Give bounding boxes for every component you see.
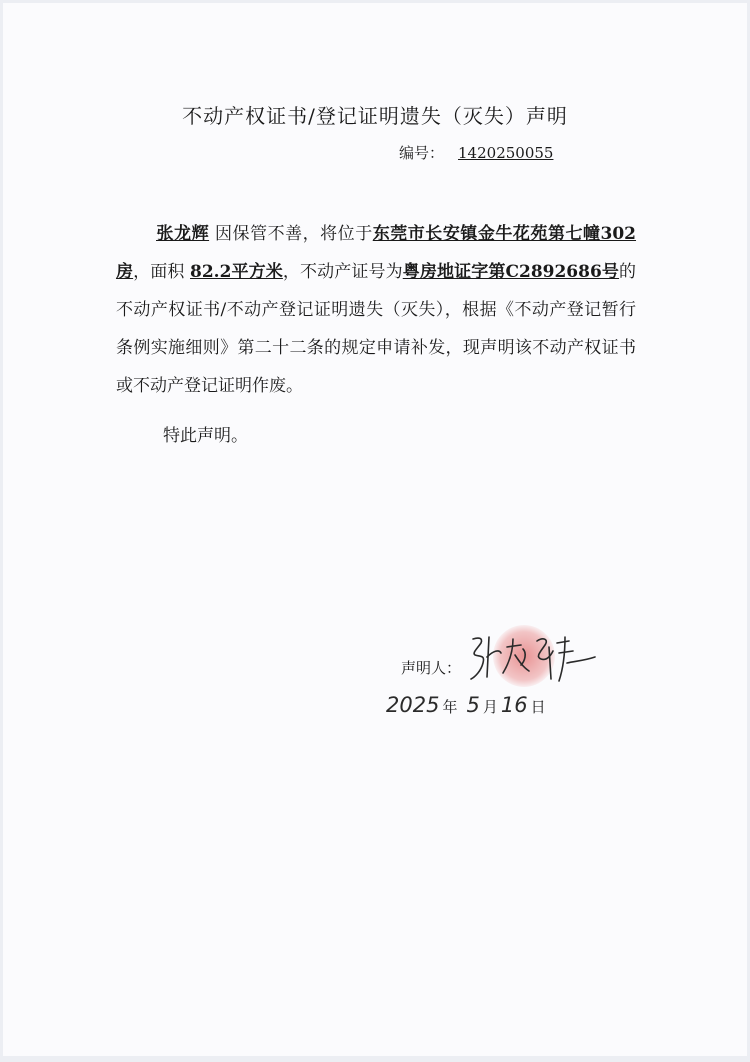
date-day-unit: 日	[530, 698, 546, 716]
document-title: 不动产权证书/登记证明遗失（灭失）声明	[182, 104, 568, 128]
serial-number-value: 1420250055	[458, 144, 554, 162]
property-address: 东莞市长安镇金牛花苑第七幢302房	[116, 224, 637, 282]
body-text-1: 因保管不善，将位于	[215, 224, 373, 244]
handwritten-signature	[463, 627, 603, 687]
owner-name: 张龙辉	[156, 224, 210, 244]
serial-number-line	[399, 142, 553, 163]
declarant-label: 声明人：	[401, 659, 462, 677]
certificate-number: 粤房地证字第C2892686号	[402, 262, 620, 282]
body-text-4: 的不动产权证书/不动产登记证明遗失（灭失），根据《不动产登记暂行条例实施细则》第二十二条的规定申请补发，现声明该不动产权证书或不动产登记证明作废。	[116, 262, 637, 396]
date-day: 16	[500, 693, 528, 717]
date-month-unit: 月	[482, 698, 498, 716]
statement-body	[116, 215, 636, 405]
body-text-3: ，不动产证号为	[282, 262, 403, 282]
serial-number-label: 编号：	[399, 144, 445, 162]
date-year: 2025	[386, 693, 440, 717]
date-month: 5	[466, 693, 480, 717]
signing-date	[386, 693, 549, 717]
closing-text: 特此声明。	[163, 426, 248, 446]
property-area: 82.2平方米	[190, 262, 283, 282]
body-text-2: ，面积	[133, 262, 185, 282]
date-year-unit: 年	[442, 698, 458, 716]
statement-page	[3, 3, 747, 1056]
